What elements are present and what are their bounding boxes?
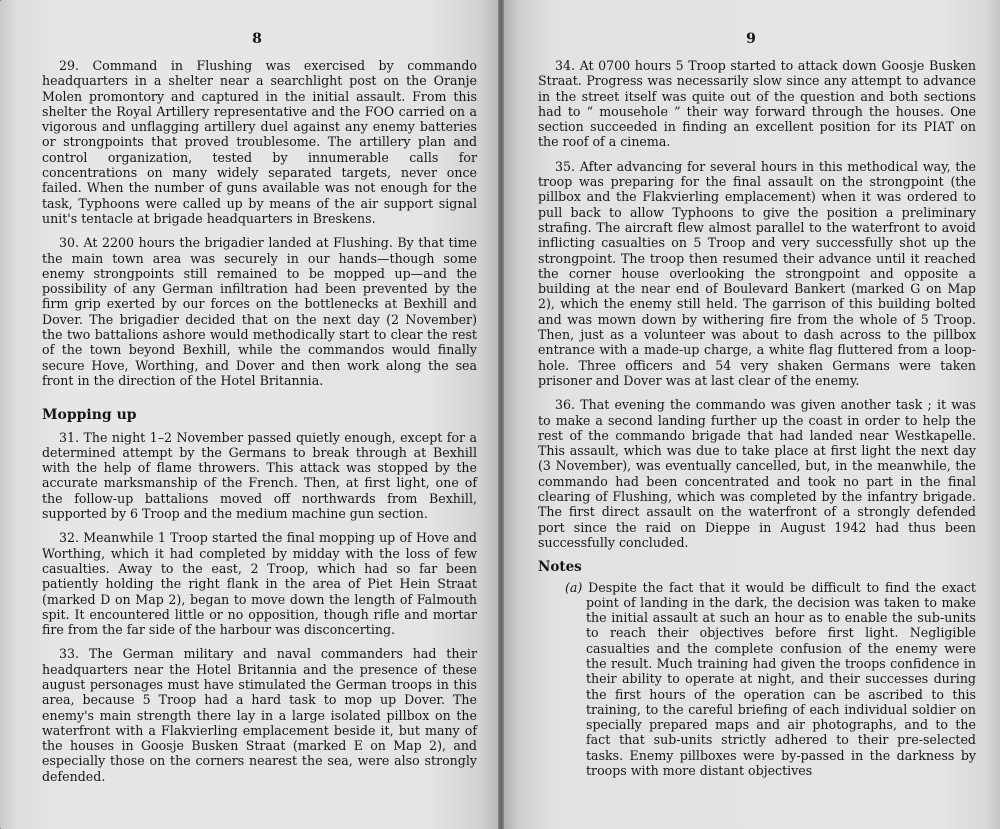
notes-heading: Notes	[538, 559, 582, 576]
page-number: 9	[746, 31, 756, 47]
left-page-body	[42, 58, 477, 793]
note-a	[565, 579, 976, 779]
paragraph-29: 29. Command in Flushing was exercised by commando headquarters in a shelter near a searchlight post on the Oranje Molen promontory and captured in the initial assault. From this shelter the Royal Artillery representative and the FOO carried on a vigorous and unflagging artillery duel against any enemy batteries or strongpoints that proved troublesome. The artillery plan and control organization, tested by innumerable calls for concentrations on many widely separated targets, never once failed. When the number of guns available was not enough for the task, Typhoons were called up by means of the air support signal unit's tentacle at brigade headquarters in Breskens.	[42, 58, 477, 226]
section-heading: Mopping up	[42, 407, 137, 424]
paragraph-36: 36. That evening the commando was given another task ; it was to make a second landing further up the coast in order to help the rest of the commando brigade that had landed near Westkapelle. This assault, which was due to take place at first light the next day (3 November), was eventually cancelled, but, in the meanwhile, the commando had been concentrated and took no part in the final clearing of Flushing, which was completed by the infantry brigade. The first direct assault on the waterfront of a strongly defended port since the raid on Dieppe in August 1942 had thus been successfully concluded.	[538, 397, 976, 550]
right-page	[501, 0, 1000, 829]
right-page-body	[538, 58, 976, 778]
paragraph-35: 35. After advancing for several hours in this methodical way, the troop was preparing for the final assault on the strongpoint (the pillbox and the Flakvierling emplacement) when it was ordered to pull back to allow Typhoons to give the position a preliminary strafing. The aircraft flew almost parallel to the waterfront to avoid inflicting casualties on 5 Troop and very successfully shot up the strongpoint. The troop then resumed their advance until it reached the corner house overlooking the strongpoint and opposite a building at the near end of Boulevard Bankert (marked G on Map 2), which the enemy still held. The garrison of this building bolted and was mown down by withering fire from the whole of 5 Troop. Then, just as a volunteer was about to dash across to the pillbox entrance with a made-up charge, a white flag fluttered from a loop-hole. Three officers and 54 very shaken Germans were taken prisoner and Dover was at last clear of the enemy.	[538, 158, 976, 388]
paragraph-31: 31. The night 1–2 November passed quietly enough, except for a determined attempt by the Germans to break through at Bexhill with the help of flame throwers. This attack was stopped by the accurate marksmanship of the French. Then, at first light, one of the follow-up battalions moved off northwards from Bexhill, supported by 6 Troop and the medium machine gun section.	[42, 429, 477, 522]
paragraph-30: 30. At 2200 hours the brigadier landed at Flushing. By that time the main town area was securely in our hands—though some enemy strongpoints still remained to be mopped up—and the possibility of any German infiltration had been prevented by the firm grip exerted by our forces on the bottlenecks at Bexhill and Dover. The brigadier decided that on the next day (2 November) the two battalions ashore would methodically start to clear the rest of the town beyond Bexhill, while the commandos would finally secure Hove, Worthing, and Dover and then work along the sea front in the direction of the Hotel Britannia.	[42, 235, 477, 388]
note-a-label: (a)	[565, 579, 583, 595]
page-number: 8	[252, 31, 262, 47]
book-gutter	[498, 0, 504, 829]
paragraph-33: 33. The German military and naval commanders had their headquarters near the Hotel Britannia and the presence of these august personages must have stimulated the German troops in this area, because 5 Troop had a hard task to mop up Dover. The enemy's main strength there lay in a large isolated pillbox on the waterfront with a Flakvierling emplacement beside it, but many of the houses in Goosje Busken Straat (marked E on Map 2), and especially those on the corners nearest the sea, were also strongly defended.	[42, 646, 477, 784]
paragraph-34: 34. At 0700 hours 5 Troop started to attack down Goosje Busken Straat. Progress was necessarily slow since any attempt to advance in the street itself was quite out of the question and both sections had to “ mousehole ” their way forward through the houses. One section succeeded in finding an excellent position for its PIAT on the roof of a cinema.	[538, 58, 976, 150]
paragraph-32: 32. Meanwhile 1 Troop started the final mopping up of Hove and Worthing, which it had completed by midday with the loss of few casualties. Away to the east, 2 Troop, which had so far been patiently holding the right flank in the area of Piet Hein Straat (marked D on Map 2), began to move down the length of Falmouth spit. It encountered little or no opposition, though rifle and mortar fire from the far side of the harbour was disconcerting.	[42, 530, 477, 638]
note-a-text: Despite the fact that it would be difficult to find the exact point of landing in the dark, the decision was taken to make the initial assault at such an hour as to enable the sub-units to reach their objectives before first light. Negligible casualties and the complete confusion of the enemy were the result. Much training had given the troops confidence in their ability to operate at night, and their successes during the first hours of the operation can be ascribed to this training, to the careful briefing of each individual soldier on specially prepared maps and air photographs, and to the fact that sub-units strictly adhered to their pre-selected tasks. Enemy pillboxes were by-passed in the darkness by troops with more distant objectives	[586, 579, 976, 779]
